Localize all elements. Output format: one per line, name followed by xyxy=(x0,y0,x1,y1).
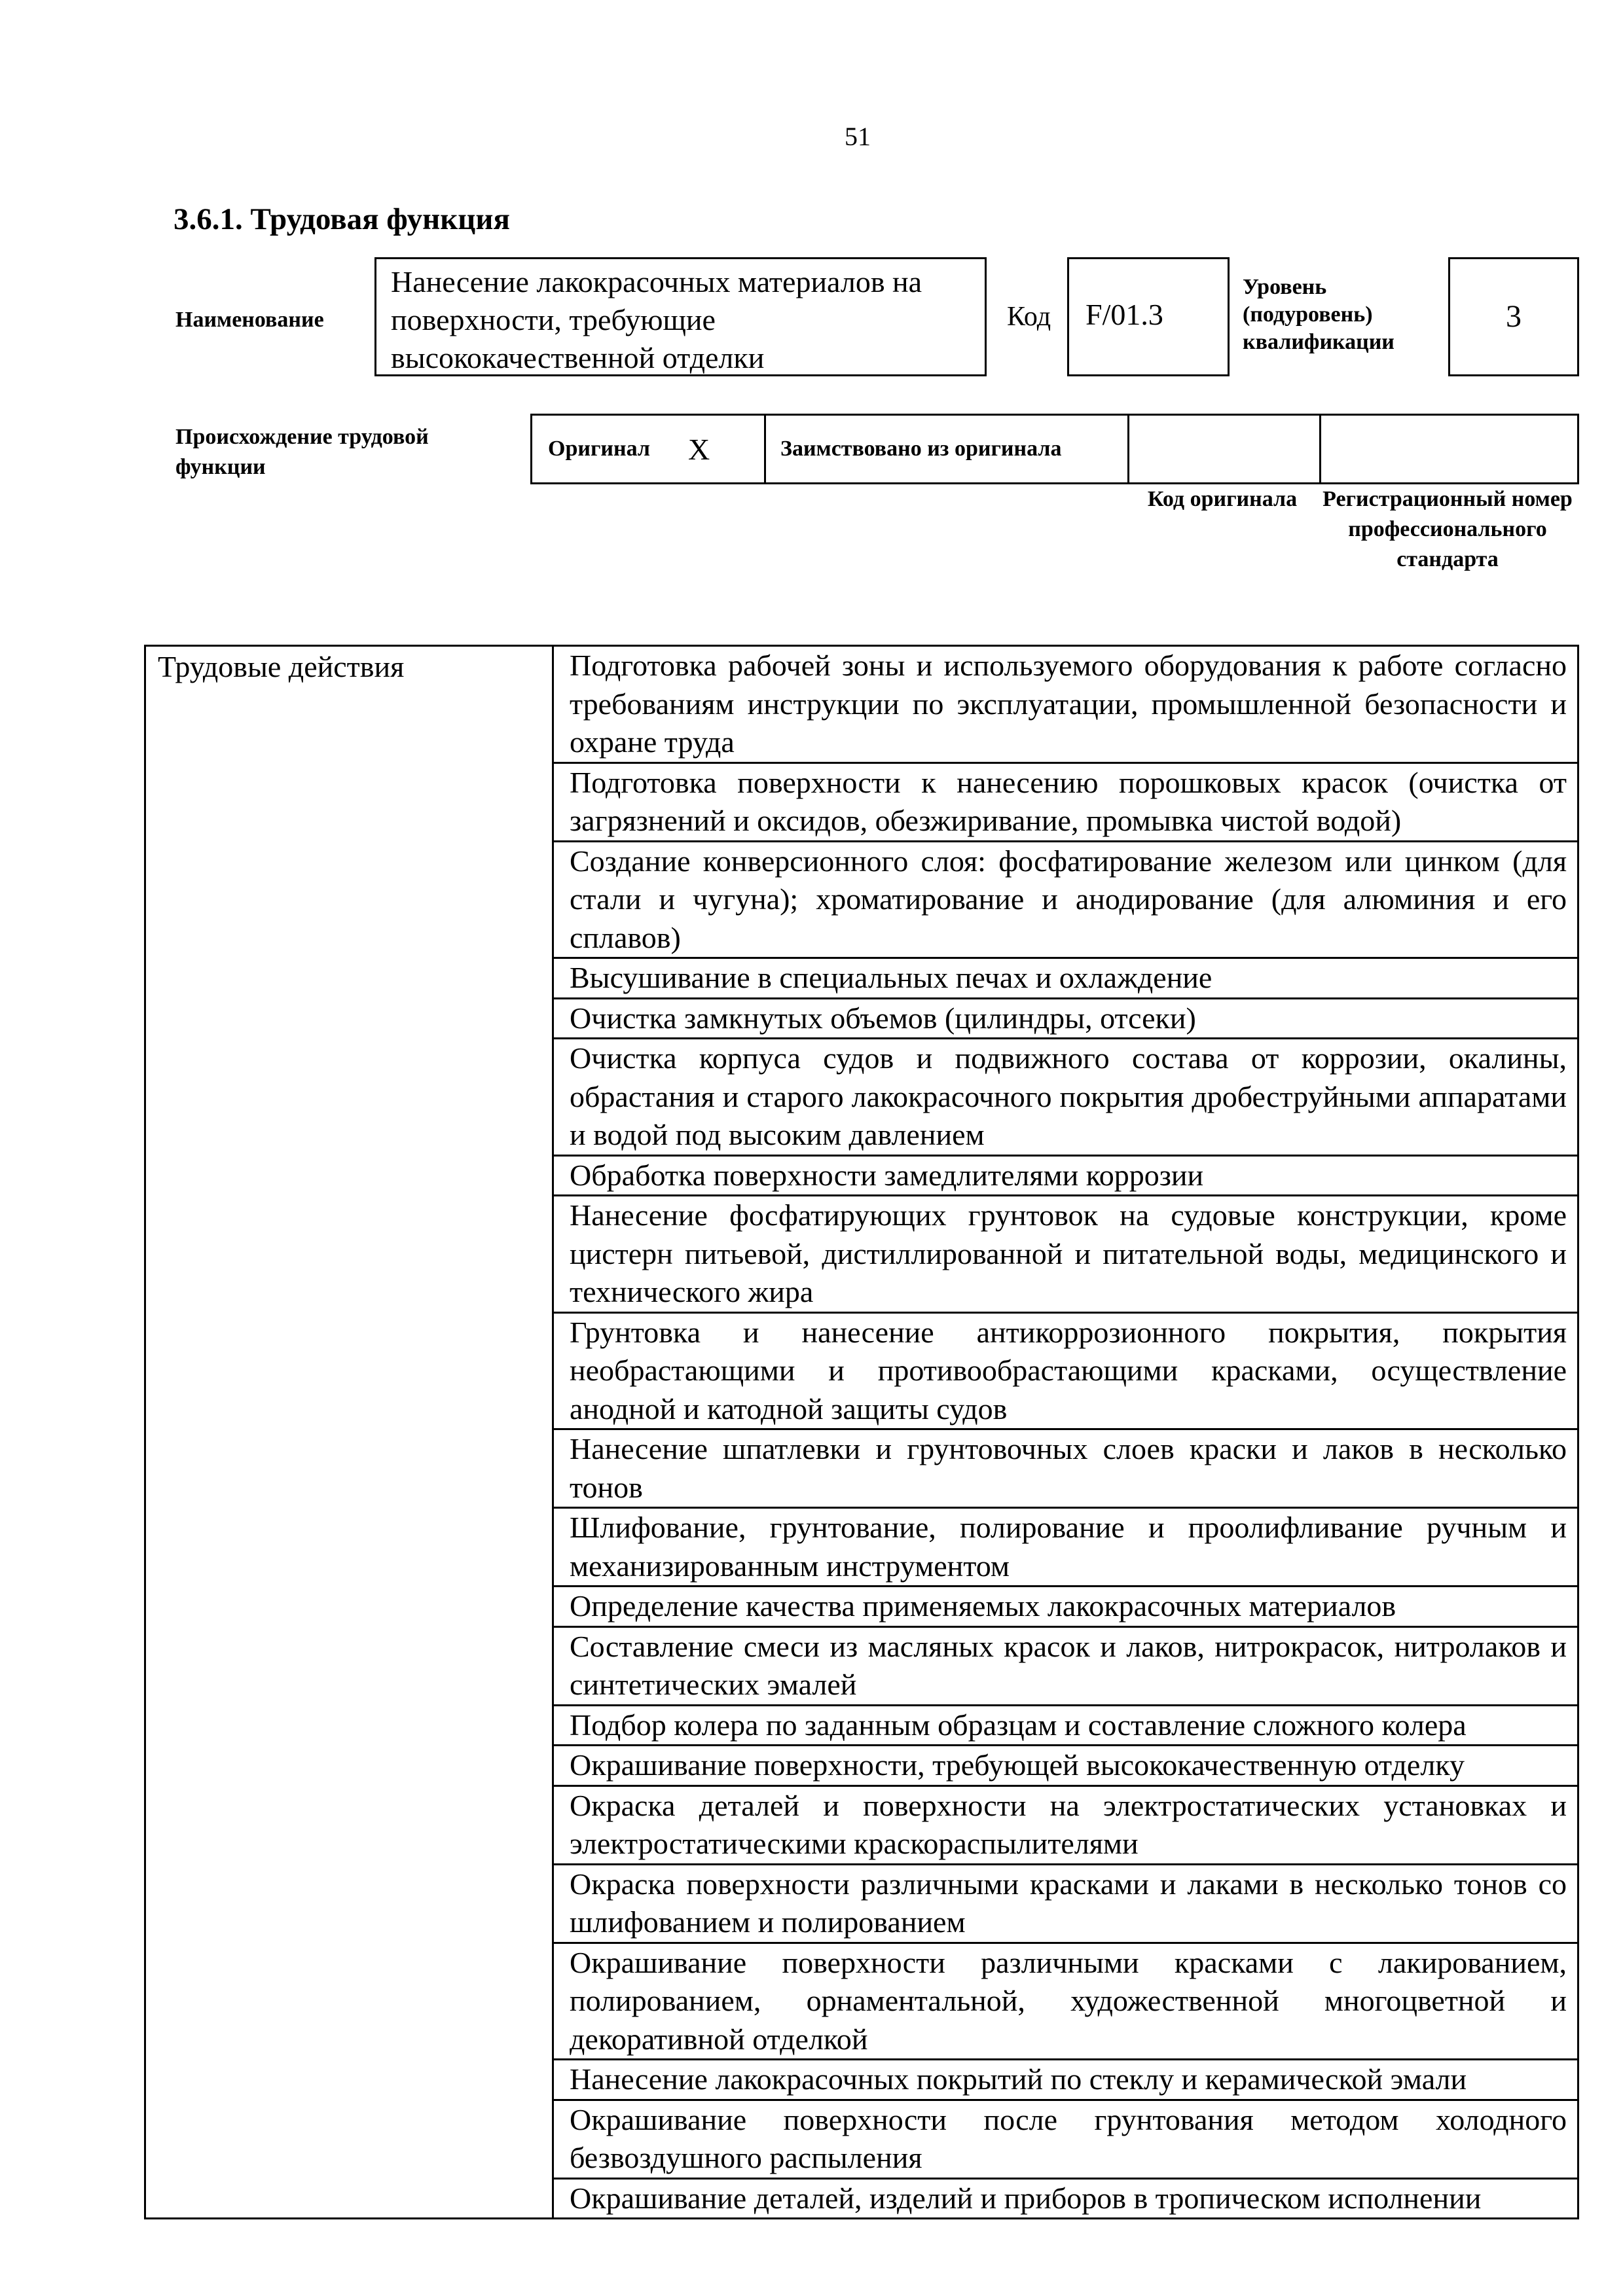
action-item: Грунтовка и нанесение антикоррозионного покрытия, покрытия необрастающими и противообрастающими красками, осуществление анодной и катодной защиты судов xyxy=(554,1314,1577,1431)
action-item: Определение качества применяемых лакокрасочных материалов xyxy=(554,1587,1577,1628)
registration-number-cell xyxy=(1321,416,1577,482)
origin-label-text: Происхождение трудовой функции xyxy=(175,425,429,479)
action-item: Очистка корпуса судов и подвижного состава от коррозии, окалины, обрастания и старого лакокрасочного покрытия дробеструйными аппаратами и водой под высоким давлением xyxy=(554,1039,1577,1157)
actions-header: Трудовые действия xyxy=(145,646,553,2219)
action-item: Окрашивание поверхности, требующей высококачественную отделку xyxy=(554,1746,1577,1787)
original-code-cell xyxy=(1129,416,1321,482)
action-item: Подготовка рабочей зоны и используемого оборудования к работе согласно требованиям инструкции по эксплуатации, промышленной безопасности и охране труда xyxy=(554,647,1577,764)
section-title: 3.6.1. Трудовая функция xyxy=(173,202,510,236)
action-item: Высушивание в специальных печах и охлаждение xyxy=(554,959,1577,999)
original-label: Оригинал xyxy=(548,437,650,461)
level-value-box: 3 xyxy=(1448,257,1579,376)
action-item: Очистка замкнутых объемов (цилиндры, отсеки) xyxy=(554,999,1577,1040)
action-item: Окрашивание поверхности различными красками с лакированием, полированием, орнаментальной, художественной многоцветной и декоративной отделкой xyxy=(554,1944,1577,2061)
function-name-box: Нанесение лакокрасочных материалов на поверхности, требующие высококачественной отделки xyxy=(374,257,987,376)
original-mark: X xyxy=(687,432,710,466)
name-label: Наименование xyxy=(175,308,324,332)
action-item: Создание конверсионного слоя: фосфатирование железом или цинком (для стали и чугуна); хроматирование и анодирование (для алюминия и его сплавов) xyxy=(554,842,1577,960)
action-item: Обработка поверхности замедлителями коррозии xyxy=(554,1157,1577,1197)
actions-list xyxy=(553,646,1578,2219)
action-item: Окрашивание деталей, изделий и приборов в тропическом исполнении xyxy=(570,2181,1482,2215)
action-item: Нанесение лакокрасочных покрытий по стеклу и керамической эмали xyxy=(554,2060,1577,2101)
action-item: Нанесение фосфатирующих грунтовок на судовые конструкции, кроме цистерн питьевой, дистиллированной и питательной воды, медицинского и технического жира xyxy=(554,1196,1577,1314)
page-number: 51 xyxy=(845,122,871,151)
action-item: Окрашивание поверхности после грунтования методом холодного безвоздушного распыления xyxy=(554,2101,1577,2179)
caption-registration-number: Регистрационный номер профессионального стандарта xyxy=(1322,487,1573,571)
action-item: Подбор колера по заданным образцам и составление сложного колера xyxy=(554,1706,1577,1747)
borrowed-cell xyxy=(766,416,1129,482)
code-label: Код xyxy=(1007,302,1051,332)
action-item: Подготовка поверхности к нанесению порошковых красок (очистка от загрязнений и оксидов, обезжиривание, промывка чистой водой) xyxy=(554,764,1577,842)
original-cell xyxy=(532,416,766,482)
action-item: Составление смеси из масляных красок и лаков, нитрокрасок, нитролаков и синтетических эмалей xyxy=(554,1628,1577,1706)
action-item: Окраска поверхности различными красками и лаками в несколько тонов со шлифованием и полированием xyxy=(554,1865,1577,1944)
action-item: Окраска деталей и поверхности на электростатических установках и электростатическими краскораспылителями xyxy=(554,1787,1577,1865)
caption-original-code: Код оригинала xyxy=(1147,487,1298,511)
origin-row xyxy=(530,414,1579,484)
labor-actions-table xyxy=(144,645,1579,2219)
code-value-box: F/01.3 xyxy=(1067,257,1230,376)
origin-label xyxy=(175,422,503,482)
borrowed-label: Заимствовано из оригинала xyxy=(780,437,1062,461)
level-label xyxy=(1243,274,1432,356)
level-label-text: Уровень (подуровень) квалификации xyxy=(1243,275,1395,354)
action-item: Шлифование, грунтование, полирование и проолифливание ручным и механизированным инструментом xyxy=(554,1509,1577,1587)
action-item: Нанесение шпатлевки и грунтовочных слоев краски и лаков в несколько тонов xyxy=(554,1430,1577,1509)
